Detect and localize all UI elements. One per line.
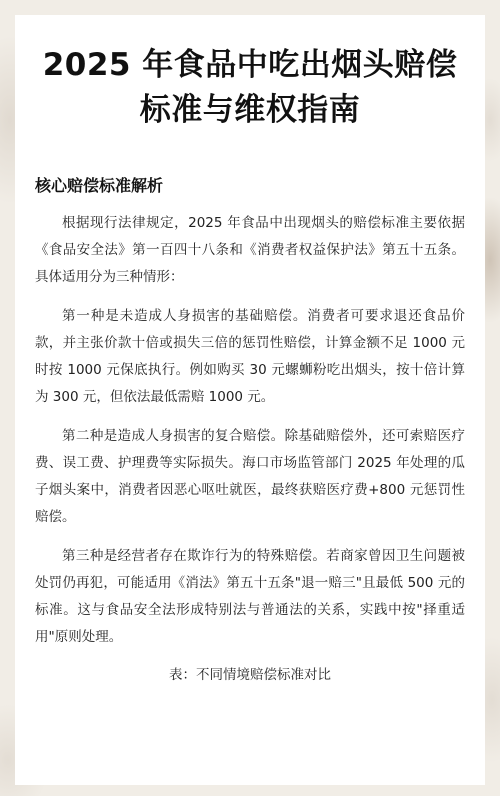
paragraph-case-3: 第三种是经营者存在欺诈行为的特殊赔偿。若商家曾因卫生问题被处罚仍再犯，可能适用《消法》第五十五条"退一赔三"且最低 500 元的标准。这与食品安全法形成特别法与普通法的关系，实践中按"择重适用"原则处理。: [35, 548, 465, 645]
section-heading: 核心赔偿标准解析: [35, 176, 164, 195]
article-title: 2025 年食品中吃出烟头赔偿标准与维权指南: [42, 47, 458, 128]
paragraph-case-1: 第一种是未造成人身损害的基础赔偿。消费者可要求退还食品价款，并主张价款十倍或损失三倍的惩罚性赔偿，计算金额不足 1000 元时按 1000 元保底执行。例如购买 30 元螺蛳粉吃出烟头，按十倍计算为 300 元，但依法最低需赔 1000 元。: [35, 308, 465, 405]
paragraph-case-2: 第二种是造成人身损害的复合赔偿。除基础赔偿外，还可索赔医疗费、误工费、护理费等实际损失。海口市场监管部门 2025 年处理的瓜子烟头案中，消费者因恶心呕吐就医，最终获赔医疗费+800 元惩罚性赔偿。: [35, 428, 465, 525]
table-caption: 表：不同情境赔偿标准对比: [169, 667, 331, 683]
paragraph-intro: 根据现行法律规定，2025 年食品中出现烟头的赔偿标准主要依据《食品安全法》第一百四十八条和《消费者权益保护法》第五十五条。具体适用分为三种情形：: [35, 215, 465, 285]
article-card: [15, 15, 485, 785]
